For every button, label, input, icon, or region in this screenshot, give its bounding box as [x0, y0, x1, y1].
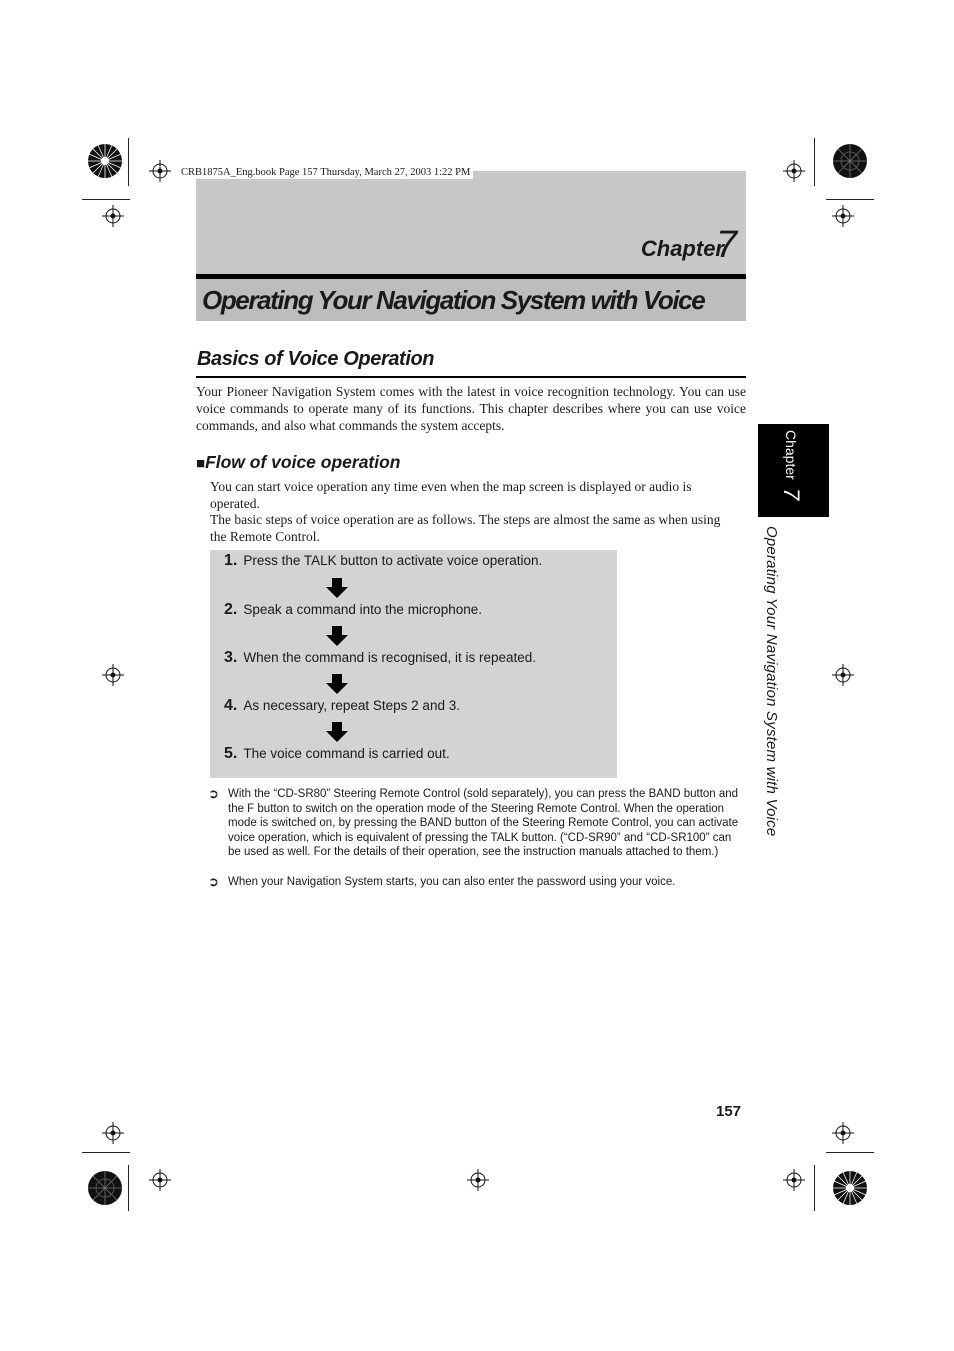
down-arrow-icon: [326, 674, 348, 694]
subsection-title: [196, 452, 401, 473]
down-arrow-icon: [326, 722, 348, 742]
crop-line: [128, 138, 129, 186]
side-tab-label: [778, 430, 804, 500]
intro-paragraph: Your Pioneer Navigation System comes with the latest in voice recognition technology. You can use voice commands to operate many of its functions. This chapter describes where you can use voice commands, and also what commands the system accepts.: [196, 384, 746, 433]
section-title: Basics of Voice Operation: [197, 348, 435, 370]
registration-target-icon: [832, 664, 854, 686]
note: [208, 875, 744, 890]
side-tab-number: 7: [779, 487, 804, 500]
crop-line: [82, 199, 130, 200]
registration-rosette-icon: [87, 1170, 123, 1206]
registration-target-icon: [832, 205, 854, 227]
registration-target-icon: [783, 160, 805, 182]
step-2: [224, 601, 482, 619]
page-title: Operating Your Navigation System with Voice: [202, 285, 705, 315]
step-1: [224, 552, 542, 570]
step-number: 4.: [224, 697, 238, 714]
step-text: As necessary, repeat Steps 2 and 3.: [243, 698, 460, 713]
step-number: 2.: [224, 601, 238, 618]
print-header: CRB1875A_Eng.book Page 157 Thursday, March 27, 2003 1:22 PM: [178, 166, 473, 179]
step-text: Press the TALK button to activate voice operation.: [243, 553, 543, 568]
registration-rosette-icon: [832, 143, 868, 179]
step-5: [224, 745, 450, 763]
subsection-title-text: Flow of voice operation: [205, 452, 401, 472]
note: [208, 787, 744, 860]
registration-rosette-icon: [832, 1170, 868, 1206]
step-text: The voice command is carried out.: [243, 746, 450, 761]
registration-target-icon: [102, 205, 124, 227]
step-3: [224, 649, 536, 667]
registration-target-icon: [467, 1169, 489, 1191]
down-arrow-icon: [326, 578, 348, 598]
crop-line: [814, 138, 815, 186]
page-number: 157: [716, 1103, 742, 1120]
chapter-number: 7: [716, 224, 738, 266]
step-text: When the command is recognised, it is repeated.: [243, 650, 536, 665]
registration-target-icon: [149, 1169, 171, 1191]
note-text: With the “CD-SR80” Steering Remote Control (sold separately), you can press the BAND button and the F button to switch on the operation mode of the Steering Remote Control. When the operation mode is switched on, by pressing the BAND button of the Steering Remote Control, you can activate voice operation, which is equivalent of pressing the TALK button. (“CD-SR90” and “CD-SR100” can be used as well. For the details of their operation, see the instruction manuals attached to them.): [228, 788, 739, 859]
crop-line: [826, 1152, 874, 1153]
crop-line: [826, 199, 874, 200]
step-number: 5.: [224, 745, 238, 762]
registration-target-icon: [832, 1122, 854, 1144]
crop-line: [82, 1152, 130, 1153]
chapter-label: Chapter: [640, 236, 724, 261]
square-bullet-icon: ■: [196, 455, 206, 472]
section-rule: [196, 376, 746, 378]
registration-target-icon: [102, 664, 124, 686]
step-4: [224, 697, 460, 715]
note-arrow-icon: ➲: [208, 874, 219, 889]
flow-paragraph: The basic steps of voice operation are as follows. The steps are almost the same as when using the Remote Control.: [210, 512, 721, 544]
registration-target-icon: [102, 1122, 124, 1144]
registration-target-icon: [149, 160, 171, 182]
step-number: 3.: [224, 649, 238, 666]
registration-target-icon: [783, 1169, 805, 1191]
registration-rosette-icon: [87, 143, 123, 179]
flow-paragraph: You can start voice operation any time even when the map screen is displayed or audio is operated.: [210, 479, 692, 511]
note-arrow-icon: ➲: [208, 786, 219, 801]
down-arrow-icon: [326, 626, 348, 646]
side-chapter-title: Operating Your Navigation System with Voice: [763, 526, 780, 837]
crop-line: [128, 1165, 129, 1211]
step-text: Speak a command into the microphone.: [243, 602, 482, 617]
step-number: 1.: [224, 552, 238, 569]
crop-line: [814, 1165, 815, 1211]
note-text: When your Navigation System starts, you can also enter the password using your voice.: [228, 876, 676, 888]
side-tab-chapter: Chapter: [783, 430, 799, 480]
